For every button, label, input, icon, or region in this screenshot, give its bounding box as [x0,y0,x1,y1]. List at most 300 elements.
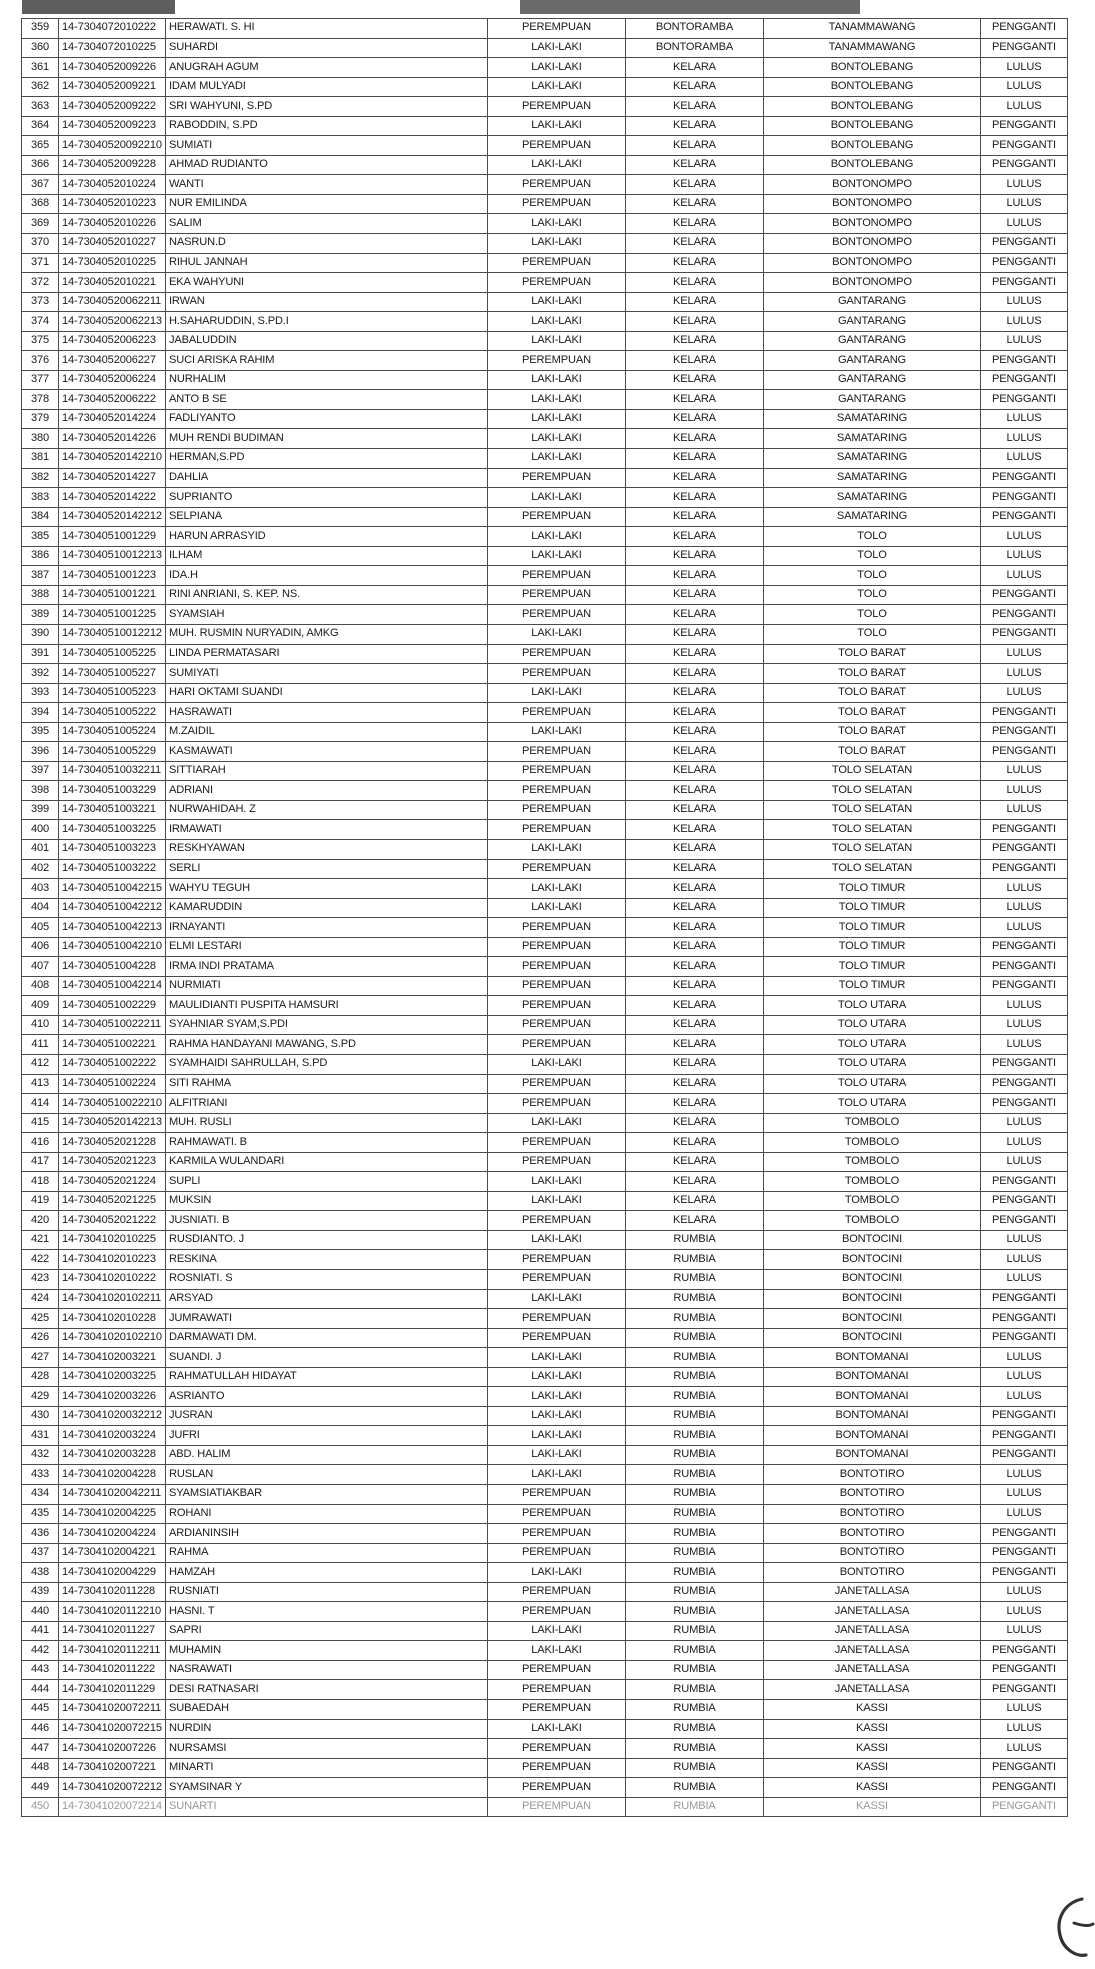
gender-cell: PEREMPUAN [488,918,626,938]
district-cell: RUMBIA [626,1758,764,1778]
participant-id-cell: 14-73040510042215 [59,879,166,899]
status-cell: PENGGANTI [981,742,1068,762]
row-number-cell: 360 [22,38,59,58]
table-row [22,1113,1068,1133]
participant-id-cell: 14-7304051005222 [59,703,166,723]
village-cell: BONTOTIRO [764,1543,981,1563]
gender-cell: LAKI-LAKI [488,1406,626,1426]
table-row [22,1094,1068,1114]
status-cell: LULUS [981,77,1068,97]
village-cell: JANETALLASA [764,1602,981,1622]
village-cell: TOLO SELATAN [764,820,981,840]
village-cell: BONTOTIRO [764,1465,981,1485]
village-cell: TOMBOLO [764,1211,981,1231]
village-cell: TOMBOLO [764,1133,981,1153]
gender-cell: PEREMPUAN [488,820,626,840]
name-cell: SALIM [166,214,488,234]
status-cell: LULUS [981,879,1068,899]
district-cell: KELARA [626,155,764,175]
name-cell: RAHMATULLAH HIDAYAT [166,1367,488,1387]
gender-cell: LAKI-LAKI [488,449,626,469]
row-number-cell: 431 [22,1426,59,1446]
district-cell: KELARA [626,1172,764,1192]
gender-cell: LAKI-LAKI [488,546,626,566]
table-row [22,116,1068,136]
participant-id-cell: 14-7304052010224 [59,175,166,195]
status-cell: LULUS [981,1504,1068,1524]
participant-id-cell: 14-7304052014226 [59,429,166,449]
table-row [22,644,1068,664]
name-cell: RAHMA HANDAYANI MAWANG, S.PD [166,1035,488,1055]
participant-id-cell: 14-7304051003223 [59,839,166,859]
village-cell: BONTOTIRO [764,1504,981,1524]
participant-id-cell: 14-73041020042211 [59,1485,166,1505]
row-number-cell: 439 [22,1582,59,1602]
row-number-cell: 371 [22,253,59,273]
gender-cell: LAKI-LAKI [488,38,626,58]
name-cell: NURDIN [166,1719,488,1739]
row-number-cell: 378 [22,390,59,410]
table-row [22,1035,1068,1055]
participant-id-cell: 14-7304052006222 [59,390,166,410]
row-number-cell: 433 [22,1465,59,1485]
table-row [22,1602,1068,1622]
gender-cell: PEREMPUAN [488,585,626,605]
participant-id-cell: 14-73041020112211 [59,1641,166,1661]
participant-id-cell: 14-7304052021228 [59,1133,166,1153]
participant-id-cell: 14-73040510012213 [59,546,166,566]
gender-cell: LAKI-LAKI [488,1113,626,1133]
gender-cell: LAKI-LAKI [488,370,626,390]
village-cell: BONTOMANAI [764,1348,981,1368]
village-cell: KASSI [764,1797,981,1817]
row-number-cell: 379 [22,409,59,429]
village-cell: TOLO TIMUR [764,918,981,938]
row-number-cell: 394 [22,703,59,723]
row-number-cell: 368 [22,194,59,214]
name-cell: MUH RENDI BUDIMAN [166,429,488,449]
gender-cell: LAKI-LAKI [488,1348,626,1368]
district-cell: KELARA [626,898,764,918]
participant-id-cell: 14-7304052010221 [59,273,166,293]
status-cell: PENGGANTI [981,1094,1068,1114]
status-cell: PENGGANTI [981,1680,1068,1700]
name-cell: ANTO B SE [166,390,488,410]
table-row [22,624,1068,644]
district-cell: KELARA [626,624,764,644]
name-cell: IDAM MULYADI [166,77,488,97]
status-cell: PENGGANTI [981,859,1068,879]
district-cell: KELARA [626,976,764,996]
village-cell: BONTOCINI [764,1289,981,1309]
row-number-cell: 442 [22,1641,59,1661]
village-cell: TOLO TIMUR [764,898,981,918]
village-cell: TOMBOLO [764,1191,981,1211]
table-row [22,1485,1068,1505]
gender-cell: PEREMPUAN [488,1074,626,1094]
village-cell: TOLO BARAT [764,742,981,762]
gender-cell: PEREMPUAN [488,1739,626,1759]
row-number-cell: 407 [22,957,59,977]
status-cell: LULUS [981,1133,1068,1153]
district-cell: KELARA [626,879,764,899]
district-cell: RUMBIA [626,1367,764,1387]
status-cell: PENGGANTI [981,351,1068,371]
participant-id-cell: 14-7304102010222 [59,1270,166,1290]
village-cell: TOLO TIMUR [764,957,981,977]
participant-id-cell: 14-7304051005225 [59,644,166,664]
village-cell: TOLO UTARA [764,1054,981,1074]
village-cell: SAMATARING [764,409,981,429]
name-cell: WAHYU TEGUH [166,879,488,899]
row-number-cell: 443 [22,1660,59,1680]
gender-cell: LAKI-LAKI [488,390,626,410]
district-cell: KELARA [626,820,764,840]
gender-cell: LAKI-LAKI [488,312,626,332]
participant-id-cell: 14-73041020032212 [59,1406,166,1426]
name-cell: ARDIANINSIH [166,1524,488,1544]
gender-cell: PEREMPUAN [488,1309,626,1329]
participant-id-cell: 14-73040520142213 [59,1113,166,1133]
name-cell: JUMRAWATI [166,1309,488,1329]
gender-cell: PEREMPUAN [488,175,626,195]
status-cell: PENGGANTI [981,390,1068,410]
row-number-cell: 437 [22,1543,59,1563]
district-cell: BONTORAMBA [626,19,764,39]
name-cell: FADLIYANTO [166,409,488,429]
village-cell: TANAMMAWANG [764,38,981,58]
name-cell: WANTI [166,175,488,195]
name-cell: ABD. HALIM [166,1445,488,1465]
gender-cell: PEREMPUAN [488,1700,626,1720]
gender-cell: PEREMPUAN [488,703,626,723]
participant-id-cell: 14-73041020102211 [59,1289,166,1309]
status-cell: PENGGANTI [981,155,1068,175]
row-number-cell: 363 [22,97,59,117]
table-row [22,1289,1068,1309]
name-cell: HASNI. T [166,1602,488,1622]
gender-cell: PEREMPUAN [488,957,626,977]
participant-id-cell: 14-7304051001225 [59,605,166,625]
status-cell: LULUS [981,527,1068,547]
participant-id-cell: 14-7304102004225 [59,1504,166,1524]
name-cell: MUHAMIN [166,1641,488,1661]
status-cell: LULUS [981,1700,1068,1720]
table-row [22,1445,1068,1465]
village-cell: BONTOLEBANG [764,116,981,136]
district-cell: RUMBIA [626,1445,764,1465]
row-number-cell: 424 [22,1289,59,1309]
district-cell: KELARA [626,351,764,371]
row-number-cell: 441 [22,1621,59,1641]
village-cell: JANETALLASA [764,1582,981,1602]
table-row [22,351,1068,371]
row-number-cell: 402 [22,859,59,879]
district-cell: RUMBIA [626,1465,764,1485]
district-cell: RUMBIA [626,1524,764,1544]
participant-id-cell: 14-73041020102210 [59,1328,166,1348]
village-cell: TOLO UTARA [764,1015,981,1035]
status-cell: PENGGANTI [981,722,1068,742]
table-row [22,1348,1068,1368]
district-cell: RUMBIA [626,1328,764,1348]
row-number-cell: 432 [22,1445,59,1465]
status-cell: PENGGANTI [981,19,1068,39]
gender-cell: LAKI-LAKI [488,292,626,312]
table-row [22,1641,1068,1661]
row-number-cell: 427 [22,1348,59,1368]
participant-id-cell: 14-7304052010226 [59,214,166,234]
name-cell: ASRIANTO [166,1387,488,1407]
gender-cell: PEREMPUAN [488,194,626,214]
gender-cell: LAKI-LAKI [488,722,626,742]
row-number-cell: 449 [22,1778,59,1798]
gender-cell: LAKI-LAKI [488,77,626,97]
table-row [22,546,1068,566]
status-cell: LULUS [981,1582,1068,1602]
village-cell: TOLO [764,527,981,547]
row-number-cell: 381 [22,449,59,469]
status-cell: LULUS [981,761,1068,781]
status-cell: PENGGANTI [981,1309,1068,1329]
table-row [22,331,1068,351]
table-row [22,468,1068,488]
roster-sheet [21,18,1067,1817]
village-cell: BONTOTIRO [764,1524,981,1544]
row-number-cell: 429 [22,1387,59,1407]
village-cell: BONTOMANAI [764,1426,981,1446]
participant-id-cell: 14-7304102007226 [59,1739,166,1759]
participant-id-cell: 14-73040510042214 [59,976,166,996]
name-cell: IRWAN [166,292,488,312]
gender-cell: PEREMPUAN [488,273,626,293]
participant-id-cell: 14-73040510042213 [59,918,166,938]
district-cell: RUMBIA [626,1563,764,1583]
gender-cell: LAKI-LAKI [488,1563,626,1583]
name-cell: IRMA INDI PRATAMA [166,957,488,977]
row-number-cell: 417 [22,1152,59,1172]
gender-cell: PEREMPUAN [488,1328,626,1348]
status-cell: PENGGANTI [981,1758,1068,1778]
name-cell: H.SAHARUDDIN, S.PD.I [166,312,488,332]
status-cell: LULUS [981,409,1068,429]
row-number-cell: 425 [22,1309,59,1329]
row-number-cell: 389 [22,605,59,625]
district-cell: KELARA [626,1191,764,1211]
district-cell: KELARA [626,1015,764,1035]
gender-cell: PEREMPUAN [488,605,626,625]
participant-id-cell: 14-7304052021224 [59,1172,166,1192]
gender-cell: PEREMPUAN [488,468,626,488]
status-cell: LULUS [981,449,1068,469]
village-cell: BONTOMANAI [764,1445,981,1465]
gender-cell: PEREMPUAN [488,742,626,762]
table-row [22,1328,1068,1348]
row-number-cell: 391 [22,644,59,664]
gender-cell: LAKI-LAKI [488,1641,626,1661]
status-cell: LULUS [981,664,1068,684]
name-cell: JUFRI [166,1426,488,1446]
row-number-cell: 414 [22,1094,59,1114]
row-number-cell: 434 [22,1485,59,1505]
row-number-cell: 367 [22,175,59,195]
row-number-cell: 398 [22,781,59,801]
name-cell: RUSLAN [166,1465,488,1485]
village-cell: KASSI [764,1700,981,1720]
participant-id-cell: 14-7304051001229 [59,527,166,547]
participant-id-cell: 14-7304102004221 [59,1543,166,1563]
table-row [22,1582,1068,1602]
row-number-cell: 426 [22,1328,59,1348]
participant-id-cell: 14-73041020072212 [59,1778,166,1798]
name-cell: HARI OKTAMI SUANDI [166,683,488,703]
row-number-cell: 392 [22,664,59,684]
name-cell: KAMARUDDIN [166,898,488,918]
district-cell: KELARA [626,605,764,625]
gender-cell: LAKI-LAKI [488,1230,626,1250]
row-number-cell: 385 [22,527,59,547]
village-cell: TOMBOLO [764,1172,981,1192]
district-cell: KELARA [626,409,764,429]
gender-cell: LAKI-LAKI [488,1054,626,1074]
participant-id-cell: 14-73040520142212 [59,507,166,527]
village-cell: BONTOMANAI [764,1387,981,1407]
district-cell: RUMBIA [626,1230,764,1250]
district-cell: KELARA [626,488,764,508]
participant-id-cell: 14-73040510042210 [59,937,166,957]
status-cell: PENGGANTI [981,1289,1068,1309]
village-cell: BONTOCINI [764,1250,981,1270]
participant-id-cell: 14-7304102011229 [59,1680,166,1700]
village-cell: TOLO BARAT [764,664,981,684]
table-row [22,1700,1068,1720]
name-cell: JABALUDDIN [166,331,488,351]
name-cell: ANUGRAH AGUM [166,58,488,78]
district-cell: KELARA [626,664,764,684]
gender-cell: PEREMPUAN [488,1797,626,1817]
district-cell: RUMBIA [626,1778,764,1798]
village-cell: TOMBOLO [764,1152,981,1172]
row-number-cell: 364 [22,116,59,136]
village-cell: SAMATARING [764,507,981,527]
table-row [22,1719,1068,1739]
status-cell: PENGGANTI [981,976,1068,996]
row-number-cell: 388 [22,585,59,605]
status-cell: LULUS [981,1739,1068,1759]
row-number-cell: 374 [22,312,59,332]
village-cell: BONTONOMPO [764,234,981,254]
table-row [22,800,1068,820]
gender-cell: LAKI-LAKI [488,1465,626,1485]
gender-cell: PEREMPUAN [488,781,626,801]
row-number-cell: 446 [22,1719,59,1739]
village-cell: KASSI [764,1778,981,1798]
district-cell: RUMBIA [626,1582,764,1602]
status-cell: LULUS [981,1621,1068,1641]
status-cell: LULUS [981,429,1068,449]
name-cell: HERAWATI. S. HI [166,19,488,39]
table-row [22,1465,1068,1485]
name-cell: HERMAN,S.PD [166,449,488,469]
gender-cell: LAKI-LAKI [488,234,626,254]
village-cell: TOLO [764,585,981,605]
status-cell: PENGGANTI [981,273,1068,293]
status-cell: PENGGANTI [981,488,1068,508]
row-number-cell: 361 [22,58,59,78]
name-cell: RIHUL JANNAH [166,253,488,273]
participant-roster-table [21,18,1068,1817]
participant-id-cell: 14-73040510012212 [59,624,166,644]
status-cell: LULUS [981,1387,1068,1407]
participant-id-cell: 14-7304072010222 [59,19,166,39]
district-cell: RUMBIA [626,1700,764,1720]
district-cell: KELARA [626,214,764,234]
name-cell: ROHANI [166,1504,488,1524]
participant-id-cell: 14-7304102003225 [59,1367,166,1387]
table-row [22,292,1068,312]
gender-cell: PEREMPUAN [488,253,626,273]
name-cell: SUANDI. J [166,1348,488,1368]
status-cell: PENGGANTI [981,507,1068,527]
gender-cell: PEREMPUAN [488,97,626,117]
village-cell: TOLO [764,546,981,566]
table-row [22,1054,1068,1074]
participant-id-cell: 14-7304052006224 [59,370,166,390]
participant-id-cell: 14-7304102003228 [59,1445,166,1465]
district-cell: KELARA [626,194,764,214]
gender-cell: LAKI-LAKI [488,527,626,547]
status-cell: PENGGANTI [981,1191,1068,1211]
gender-cell: PEREMPUAN [488,1660,626,1680]
status-cell: LULUS [981,1113,1068,1133]
participant-id-cell: 14-7304052014222 [59,488,166,508]
participant-id-cell: 14-7304102011222 [59,1660,166,1680]
status-cell: LULUS [981,1015,1068,1035]
status-cell: LULUS [981,1250,1068,1270]
table-row [22,155,1068,175]
district-cell: KELARA [626,566,764,586]
row-number-cell: 422 [22,1250,59,1270]
district-cell: KELARA [626,1133,764,1153]
district-cell: KELARA [626,800,764,820]
table-row [22,175,1068,195]
table-row [22,214,1068,234]
row-number-cell: 362 [22,77,59,97]
participant-id-cell: 14-73041020072215 [59,1719,166,1739]
district-cell: KELARA [626,722,764,742]
district-cell: KELARA [626,585,764,605]
table-row [22,898,1068,918]
status-cell: LULUS [981,800,1068,820]
table-row [22,136,1068,156]
gender-cell: PEREMPUAN [488,664,626,684]
name-cell: NASRUN.D [166,234,488,254]
name-cell: SERLI [166,859,488,879]
row-number-cell: 408 [22,976,59,996]
name-cell: SUBAEDAH [166,1700,488,1720]
table-row [22,605,1068,625]
gender-cell: PEREMPUAN [488,1524,626,1544]
district-cell: RUMBIA [626,1680,764,1700]
status-cell: LULUS [981,1230,1068,1250]
row-number-cell: 409 [22,996,59,1016]
village-cell: JANETALLASA [764,1621,981,1641]
village-cell: TOLO [764,605,981,625]
status-cell: LULUS [981,331,1068,351]
gender-cell: LAKI-LAKI [488,58,626,78]
table-row [22,1270,1068,1290]
table-row [22,781,1068,801]
